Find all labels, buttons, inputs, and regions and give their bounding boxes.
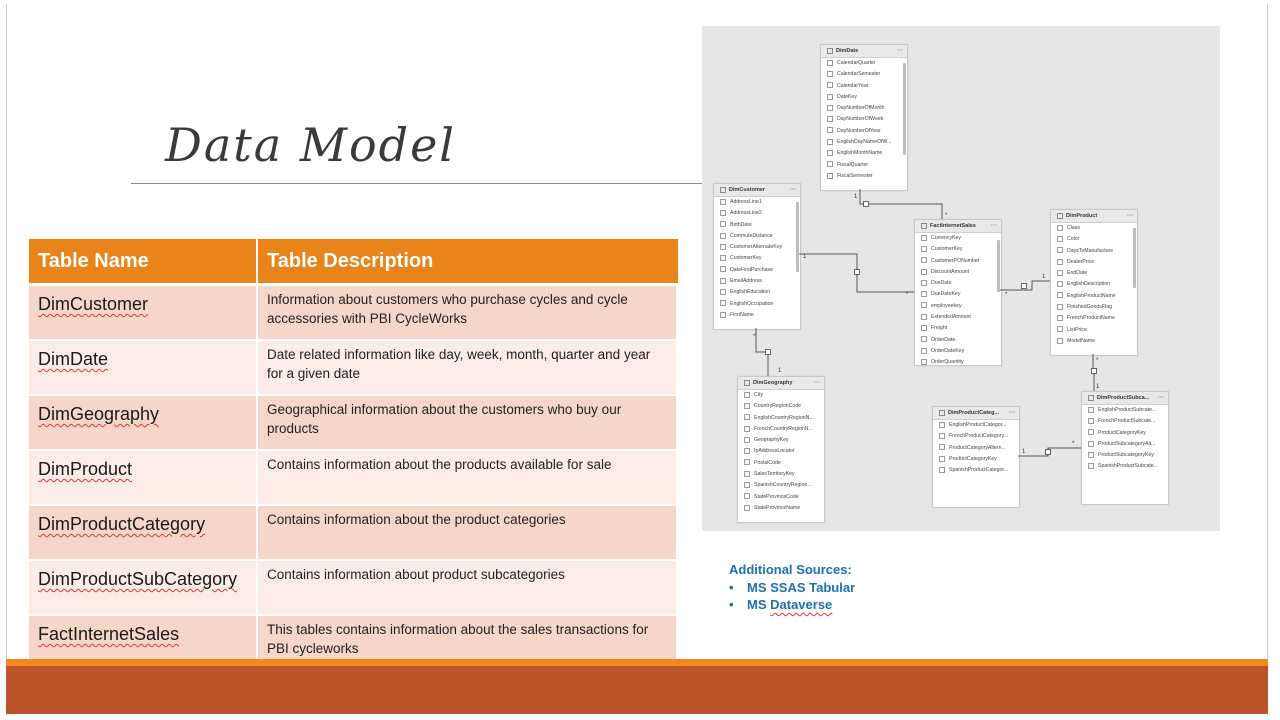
model-field-name: EnglishProductCategor... <box>949 422 1007 428</box>
bullet: • <box>729 597 734 612</box>
cardinality-one: 1 <box>803 254 807 260</box>
table-description-cell: Contains information about the product categories <box>258 506 678 561</box>
more-options-icon[interactable]: ··· <box>814 380 820 386</box>
model-field-name: EmailAddress <box>730 278 763 285</box>
model-field-name: CurrencyKey <box>931 235 961 241</box>
model-field-name: ProductCategoryKey <box>949 455 997 462</box>
model-field-name: SpanishProductSubcate... <box>1098 463 1158 470</box>
model-field-name: CustomerAlternateKey <box>730 244 783 251</box>
model-field-name: StateProvinceName <box>754 504 801 511</box>
model-field-name: DueDateKey <box>931 291 961 298</box>
more-options-icon[interactable]: ··· <box>991 223 997 229</box>
model-field-name: EnglishEducation <box>730 289 771 296</box>
filter-direction-icon <box>864 202 869 207</box>
sources-heading: Additional Sources: <box>729 562 852 577</box>
model-field-name: ProductSubcategoryKey <box>1098 452 1154 459</box>
model-field-name: CalendarSemester <box>837 71 881 78</box>
model-field-name: Color <box>1067 236 1080 243</box>
relationship-date-fact[interactable] <box>860 189 942 219</box>
source-ssas: MS SSAS Tabular <box>747 580 856 595</box>
model-field-name: AddressLine1 <box>730 199 762 205</box>
table-name-text: DimCustomer <box>38 294 149 314</box>
bullet: • <box>729 580 734 595</box>
table-body <box>29 286 678 671</box>
more-options-icon[interactable]: ··· <box>1009 410 1015 416</box>
table-row <box>29 341 678 396</box>
model-field-name: employeekey <box>931 302 962 309</box>
filter-direction-icon <box>855 270 860 275</box>
cardinality-many: * <box>753 334 756 340</box>
model-field-name: CustomerKey <box>730 255 762 262</box>
model-field-name: DealerPrice <box>1067 258 1095 265</box>
relationship-lines <box>702 26 1220 531</box>
table-name-cell <box>29 506 258 561</box>
model-field-name: OrderDateKey <box>931 347 965 354</box>
additional-sources <box>729 562 855 614</box>
model-field-name: EndDate <box>1067 270 1088 277</box>
model-field-name: FrenchProductName <box>1067 315 1115 322</box>
sources-list <box>729 580 855 612</box>
model-table-title: DimProductSubca... <box>1097 395 1150 401</box>
filter-direction-icon <box>1046 450 1051 455</box>
model-field-name: FrenchCountryRegionN... <box>754 425 813 432</box>
table-description-cell: Date related information like day, week, month, quarter and year for a given date <box>258 341 678 396</box>
model-field-name: SpanishProductCategor... <box>949 467 1009 474</box>
footer-accent-line <box>6 659 1268 666</box>
model-table-title: DimProduct <box>1066 213 1098 219</box>
model-field-name: DaysToManufacture <box>1067 247 1114 254</box>
model-field-name: EnglishProductSubcate... <box>1098 407 1157 413</box>
model-field-name: AddressLine2 <box>730 210 762 217</box>
table-row <box>29 561 678 616</box>
model-field-name: CustomerPONumber <box>931 257 980 264</box>
table-name-cell <box>29 396 258 451</box>
cardinality-many: * <box>1005 292 1008 298</box>
model-table-title: DimGeography <box>753 380 793 386</box>
filter-direction-icon <box>1022 284 1027 289</box>
model-field-name: EnglishOccupation <box>730 300 774 307</box>
model-table-title: DimProductCateg... <box>948 410 1000 416</box>
model-field-name: ProductCategoryKey <box>1098 429 1146 436</box>
model-field-name: BirthDate <box>730 221 752 228</box>
table-name-text: DimProductCategory <box>38 514 206 534</box>
model-field-name: Freight <box>931 325 948 332</box>
model-field-name: CalendarYear <box>837 82 869 89</box>
model-field-name: DiscountAmount <box>931 268 970 275</box>
more-options-icon[interactable]: ··· <box>897 48 903 54</box>
model-field-name: GeographyKey <box>754 437 789 444</box>
title-divider <box>131 183 703 184</box>
cardinality-one: 1 <box>1096 384 1100 390</box>
model-field-name: EnglishProductName <box>1067 292 1116 299</box>
table-description-cell: Geographical information about the customers who buy our products <box>258 396 678 451</box>
model-field-name: ProductSubcategoryAlt... <box>1098 440 1156 447</box>
model-table-title: DimCustomer <box>729 187 766 193</box>
model-field-name: FrenchProductSubcate... <box>1098 418 1156 425</box>
model-field-name: StateProvinceCode <box>754 493 799 500</box>
table-description-cell: Information about customers who purchase cycles and cycle accessories with PBI CycleWorks <box>258 286 678 341</box>
table-description-cell: This tables contains information about the sales transactions for PBI cycleworks <box>258 616 678 671</box>
cardinality-many: * <box>945 213 948 219</box>
model-field-name: FrenchProductCategory... <box>949 433 1009 440</box>
model-field-name: DayNumberOfYear <box>837 127 881 134</box>
table-row <box>29 451 678 506</box>
model-field-name: ModelName <box>1067 337 1095 344</box>
cardinality-one: 1 <box>778 368 782 374</box>
model-table-title: DimDate <box>836 48 859 54</box>
cardinality-many: * <box>1096 358 1099 364</box>
table-row <box>29 286 678 341</box>
model-field-name: CalendarQuarter <box>837 60 876 66</box>
table-description-grid <box>29 239 678 671</box>
header-table-description: Table Description <box>258 239 678 286</box>
model-table-title: FactInternetSales <box>930 223 976 229</box>
model-field-name: EnglishDayNameOfW... <box>837 139 892 146</box>
more-options-icon[interactable]: ··· <box>1158 395 1164 401</box>
table-name-text: DimGeography <box>38 404 160 424</box>
filter-direction-icon <box>1092 369 1097 374</box>
model-field-name: DateKey <box>837 93 857 100</box>
table-name-cell <box>29 341 258 396</box>
model-field-name: DayNumberOfMonth <box>837 105 885 112</box>
cardinality-one: 1 <box>854 194 858 200</box>
table-name-text: FactInternetSales <box>38 624 180 644</box>
model-field-name: ProductCategoryAltern... <box>949 444 1006 451</box>
model-field-name: OrderQuantity <box>931 359 964 366</box>
list-item <box>729 580 855 595</box>
cardinality-one: 1 <box>1042 274 1046 280</box>
model-field-name: DueDate <box>931 280 952 287</box>
model-field-name: CountryRegionCode <box>754 403 802 410</box>
model-field-name: EnglishDescription <box>1067 281 1110 288</box>
model-field-name: IpAddressLocator <box>754 448 795 455</box>
table-name-text: DimProduct <box>38 459 133 479</box>
cardinality-one: 1 <box>1022 449 1026 455</box>
list-item <box>729 597 855 612</box>
cardinality-many: * <box>906 292 909 298</box>
header-table-name: Table Name <box>29 239 258 286</box>
table-description-cell: Contains information about product subcategories <box>258 561 678 616</box>
table-name-text: DimDate <box>38 349 109 369</box>
model-field-name: FiscalSemester <box>837 172 873 179</box>
source-dataverse-prefix: MS <box>747 597 771 612</box>
model-field-name: SpanishCountryRegion... <box>754 482 812 489</box>
model-field-name: DayNumberOfWeek <box>837 116 884 123</box>
model-field-name: FiscalQuarter <box>837 161 869 168</box>
model-field-name: CommuteDistance <box>730 232 773 239</box>
table-name-cell <box>29 286 258 341</box>
filter-direction-icon <box>766 350 771 355</box>
more-options-icon[interactable]: ··· <box>790 187 796 193</box>
model-field-name: FinishedGoodsFlag <box>1067 304 1112 311</box>
model-field-name: CustomerKey <box>931 246 963 253</box>
table-description-cell: Contains information about the products available for sale <box>258 451 678 506</box>
table-name-cell <box>29 451 258 506</box>
source-dataverse-word: Dataverse <box>770 597 833 612</box>
model-field-name: PostalCode <box>754 459 781 466</box>
model-field-name: City <box>754 392 763 398</box>
model-field-name: EnglishCountryRegionN... <box>754 414 814 421</box>
slide-title: Data Model <box>165 118 457 172</box>
model-field-name: DateFirstPurchase <box>730 266 773 273</box>
table-row <box>29 506 678 561</box>
model-field-name: OrderDate <box>931 336 956 343</box>
model-field-name: SalesTerritoryKey <box>754 471 795 478</box>
model-field-name: Class <box>1067 225 1080 231</box>
model-field-name: ExtendedAmount <box>931 314 971 321</box>
cardinality-many: * <box>1072 441 1075 447</box>
more-options-icon[interactable]: ··· <box>1127 213 1133 219</box>
model-field-name: ListPrice <box>1067 326 1087 333</box>
table-name-cell <box>29 561 258 616</box>
model-field-name: EnglishMonthName <box>837 150 883 157</box>
footer-band <box>6 666 1268 714</box>
table-row <box>29 396 678 451</box>
table-name-text: DimProductSubCategory <box>38 569 238 589</box>
model-field-name: FirstName <box>730 311 754 318</box>
